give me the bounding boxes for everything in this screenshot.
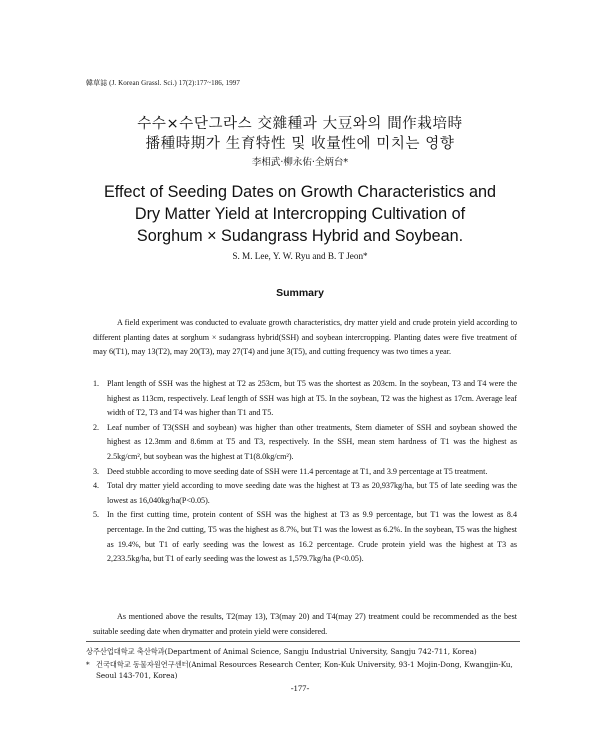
korean-title-line-1: 수수×수단그라스 交雜種과 大豆와의 間作栽培時 [137, 116, 463, 132]
result-item [93, 377, 517, 421]
korean-authors: 李相武·柳永佑·全炳台* [251, 157, 349, 168]
english-title-line-1: Effect of Seeding Dates on Growth Characteristics and [103, 183, 496, 201]
result-text: Deed stubble according to move seeding date of SSH were 11.4 percentage at T1, and 3.9 percentage at T5 treatment. [107, 466, 488, 476]
footnote-affiliation-1: 상주산업대학교 축산학과(Department of Animal Science, Sangju Industrial University, Sangju 742-711, Korea) [86, 647, 477, 656]
summary-closing: As mentioned above the results, T2(may 13), T3(may 20) and T4(may 27) treatment could be recommended as the best suitable seeding date when drymatter and protein yield were considered. [93, 612, 517, 636]
result-number: 1. [93, 379, 100, 388]
result-item [93, 508, 517, 566]
result-item [93, 421, 517, 465]
result-number: 5. [93, 510, 100, 520]
footnote-affiliation-2 [86, 659, 520, 681]
footnote-mark: * [86, 660, 90, 669]
korean-title-line-2: 播種時期가 生育特性 및 收量性에 미치는 영향 [145, 136, 455, 152]
results-list [93, 377, 517, 567]
result-text: Total dry matter yield according to move seeding date was the highest at T3 as 20,937kg/ha, but T5 of late seeding was the lowest as 16,040kg/ha(P<0.05). [107, 481, 517, 505]
english-title-line-3: Sorghum × Sudangrass Hybrid and Soybean. [136, 227, 464, 245]
result-number: 3. [93, 466, 100, 476]
result-text: Plant length of SSH was the highest at T2 as 253cm, but T5 was the shortest as 203cm. In the soybean, T3 and T4 were the highest as 113cm, respectively. Leaf length of SSH was high at T5. In the soybean, T2 was the highest as 17cm. Average leaf width of T2, T3 and T4 was higher than T1 and T5. [107, 379, 517, 418]
page-number: -177- [290, 683, 310, 693]
result-number: 4. [93, 481, 100, 491]
summary-heading: Summary [276, 287, 324, 299]
result-item [93, 465, 517, 480]
footnote-divider [86, 641, 520, 642]
journal-citation: 韓草誌 (J. Korean Grassl. Sci.) 17(2):177~186, 1997 [86, 79, 241, 87]
result-text: In the first cutting time, protein content of SSH was the highest at T3 as 9.9 percentage, but T1 was the lowest as 8.4 percentage. In the 2nd cutting, T5 was the highest as 8.7%, but T1 was the lowest as 6.2%. In the soybean, T5 was the highest as 19.4%, but T1 of early seeding was the lowest as 16.2 percentage. Crude protein yield was the highest at T3 as 2,233.5kg/ha, but T1 of early seeding was the lowest as 1,579.7kg/ha (P<0.05). [107, 510, 517, 564]
english-title-line-2: Dry Matter Yield at Intercropping Cultivation of [134, 205, 466, 223]
summary-intro: A field experiment was conducted to evaluate growth characteristics, dry matter yield and crude protein yield according to different planting dates at sorghum × sudangrass hybrid(SSH) and soybean intercropping. Planting dates were five treatment of may 6(T1), may 13(T2), may 20(T3), may 27(T4) and june 3(T5), and cutting frequency was two times a year. [93, 318, 517, 357]
result-item [93, 479, 517, 508]
english-authors: S. M. Lee, Y. W. Ryu and B. T Jeon* [232, 251, 368, 261]
result-number: 2. [93, 422, 100, 432]
footnote-text: 건국대학교 동물자원연구센터(Animal Resources Research Center, Kon-Kuk University, 93-1 Mojin-Dong, Kwangjin-Ku, Seoul 143-701, Korea) [96, 660, 513, 680]
result-text: Leaf number of T3(SSH and soybean) was higher than other treatments, Stem diameter of SSH and soybean showed the highest as 12.3mm and 8.6mm at T5 and T3, respectively. In the SSH, mean stem hardness of T1 was the highest as 2.5kg/cm², but soybean was the highest at T1(8.0kg/cm²). [107, 422, 517, 461]
